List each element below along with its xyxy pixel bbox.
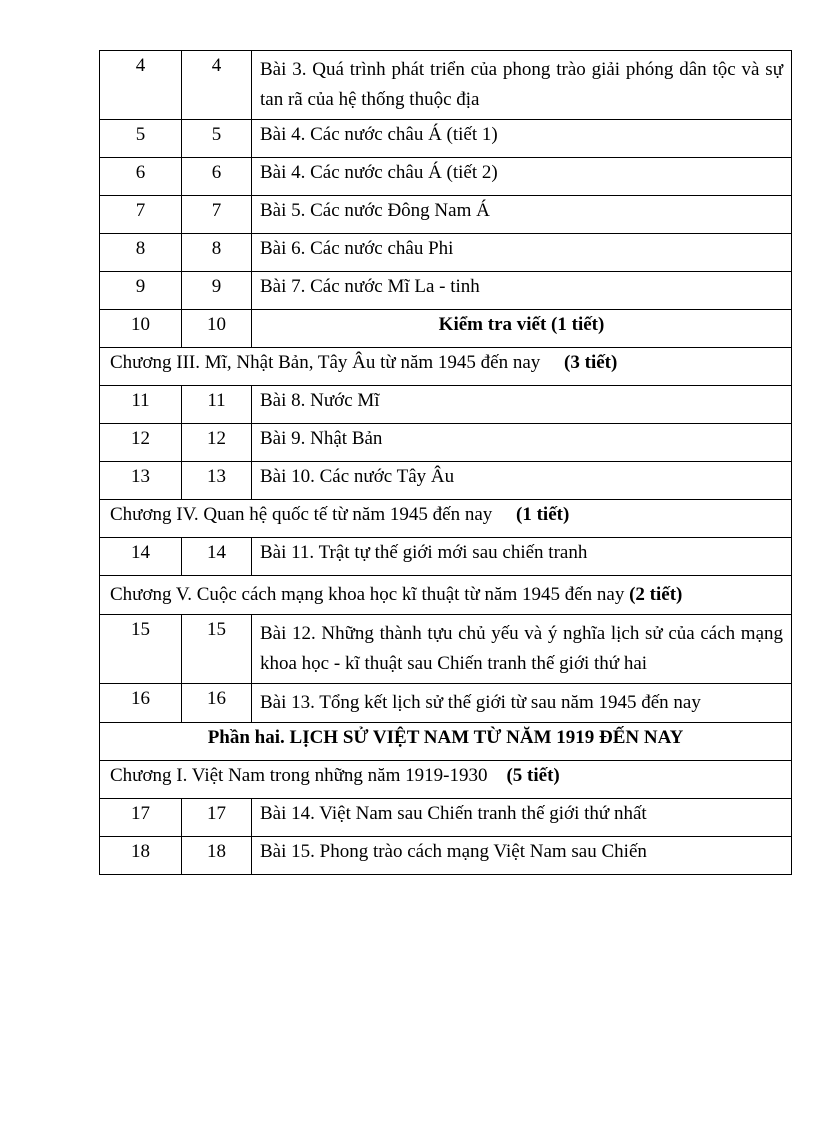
chapter-heading (100, 761, 792, 799)
lesson-cell: Bài 3. Quá trình phát triển của phong trào giải phóng dân tộc và sự tan rã của hệ thống thuộc địa (252, 51, 792, 120)
table-row (100, 158, 792, 196)
table-row (100, 799, 792, 837)
chapter-title: Chương I. Việt Nam trong những năm 1919-1930 (110, 765, 488, 786)
period-cell: 15 (100, 615, 182, 684)
period-cell: 6 (100, 158, 182, 196)
chapter-row (100, 500, 792, 538)
period-cell: 5 (100, 120, 182, 158)
lesson-cell: Bài 7. Các nước Mĩ La - tinh (252, 272, 792, 310)
chapter-periods: (5 tiết) (506, 765, 560, 786)
week-cell: 9 (182, 272, 252, 310)
part-title: Phần hai. LỊCH SỬ VIỆT NAM TỪ NĂM 1919 ĐẾN NAY (100, 723, 792, 761)
period-cell: 17 (100, 799, 182, 837)
chapter-periods: (2 tiết) (629, 584, 683, 605)
week-cell: 18 (182, 837, 252, 875)
chapter-heading (100, 576, 792, 615)
table-row (100, 837, 792, 875)
period-cell: 7 (100, 196, 182, 234)
period-cell: 12 (100, 424, 182, 462)
chapter-heading (100, 348, 792, 386)
table-row (100, 538, 792, 576)
lesson-cell: Bài 5. Các nước Đông Nam Á (252, 196, 792, 234)
lesson-cell: Bài 11. Trật tự thế giới mới sau chiến tranh (252, 538, 792, 576)
week-cell: 8 (182, 234, 252, 272)
chapter-periods: (3 tiết) (564, 352, 618, 373)
lesson-cell: Bài 10. Các nước Tây Âu (252, 462, 792, 500)
table-row (100, 615, 792, 684)
part-row (100, 723, 792, 761)
week-cell: 5 (182, 120, 252, 158)
week-cell: 4 (182, 51, 252, 120)
week-cell: 10 (182, 310, 252, 348)
chapter-row (100, 576, 792, 615)
chapter-heading (100, 500, 792, 538)
lesson-cell: Bài 12. Những thành tựu chủ yếu và ý nghĩa lịch sử của cách mạng khoa học - kĩ thuật sau Chiến tranh thế giới thứ hai (252, 615, 792, 684)
week-cell: 12 (182, 424, 252, 462)
test-cell: Kiểm tra viết (1 tiết) (252, 310, 792, 348)
chapter-row (100, 348, 792, 386)
period-cell: 10 (100, 310, 182, 348)
week-cell: 6 (182, 158, 252, 196)
period-cell: 4 (100, 51, 182, 120)
period-cell: 11 (100, 386, 182, 424)
week-cell: 7 (182, 196, 252, 234)
table-row (100, 424, 792, 462)
week-cell: 16 (182, 684, 252, 723)
week-cell: 11 (182, 386, 252, 424)
week-cell: 14 (182, 538, 252, 576)
lesson-cell: Bài 13. Tổng kết lịch sử thế giới từ sau năm 1945 đến nay (252, 684, 792, 723)
period-cell: 8 (100, 234, 182, 272)
table-row (100, 272, 792, 310)
table-row (100, 462, 792, 500)
chapter-row (100, 761, 792, 799)
lesson-cell: Bài 15. Phong trào cách mạng Việt Nam sau Chiến (252, 837, 792, 875)
lesson-cell: Bài 4. Các nước châu Á (tiết 2) (252, 158, 792, 196)
lesson-cell: Bài 9. Nhật Bản (252, 424, 792, 462)
period-cell: 16 (100, 684, 182, 723)
table-row (100, 386, 792, 424)
table-row (100, 196, 792, 234)
week-cell: 13 (182, 462, 252, 500)
lesson-cell: Bài 8. Nước Mĩ (252, 386, 792, 424)
chapter-title: Chương III. Mĩ, Nhật Bản, Tây Âu từ năm 1945 đến nay (110, 352, 541, 373)
table-row (100, 684, 792, 723)
period-cell: 13 (100, 462, 182, 500)
chapter-periods: (1 tiết) (516, 504, 570, 525)
chapter-title: Chương IV. Quan hệ quốc tế từ năm 1945 đến nay (110, 504, 493, 525)
week-cell: 15 (182, 615, 252, 684)
curriculum-table (99, 50, 792, 875)
table-row (100, 51, 792, 120)
period-cell: 14 (100, 538, 182, 576)
lesson-cell: Bài 4. Các nước châu Á (tiết 1) (252, 120, 792, 158)
table-row (100, 234, 792, 272)
lesson-cell: Bài 14. Việt Nam sau Chiến tranh thế giới thứ nhất (252, 799, 792, 837)
chapter-title: Chương V. Cuộc cách mạng khoa học kĩ thuật từ năm 1945 đến nay (110, 584, 625, 605)
week-cell: 17 (182, 799, 252, 837)
lesson-cell: Bài 6. Các nước châu Phi (252, 234, 792, 272)
table-row (100, 120, 792, 158)
table-row (100, 310, 792, 348)
period-cell: 18 (100, 837, 182, 875)
period-cell: 9 (100, 272, 182, 310)
